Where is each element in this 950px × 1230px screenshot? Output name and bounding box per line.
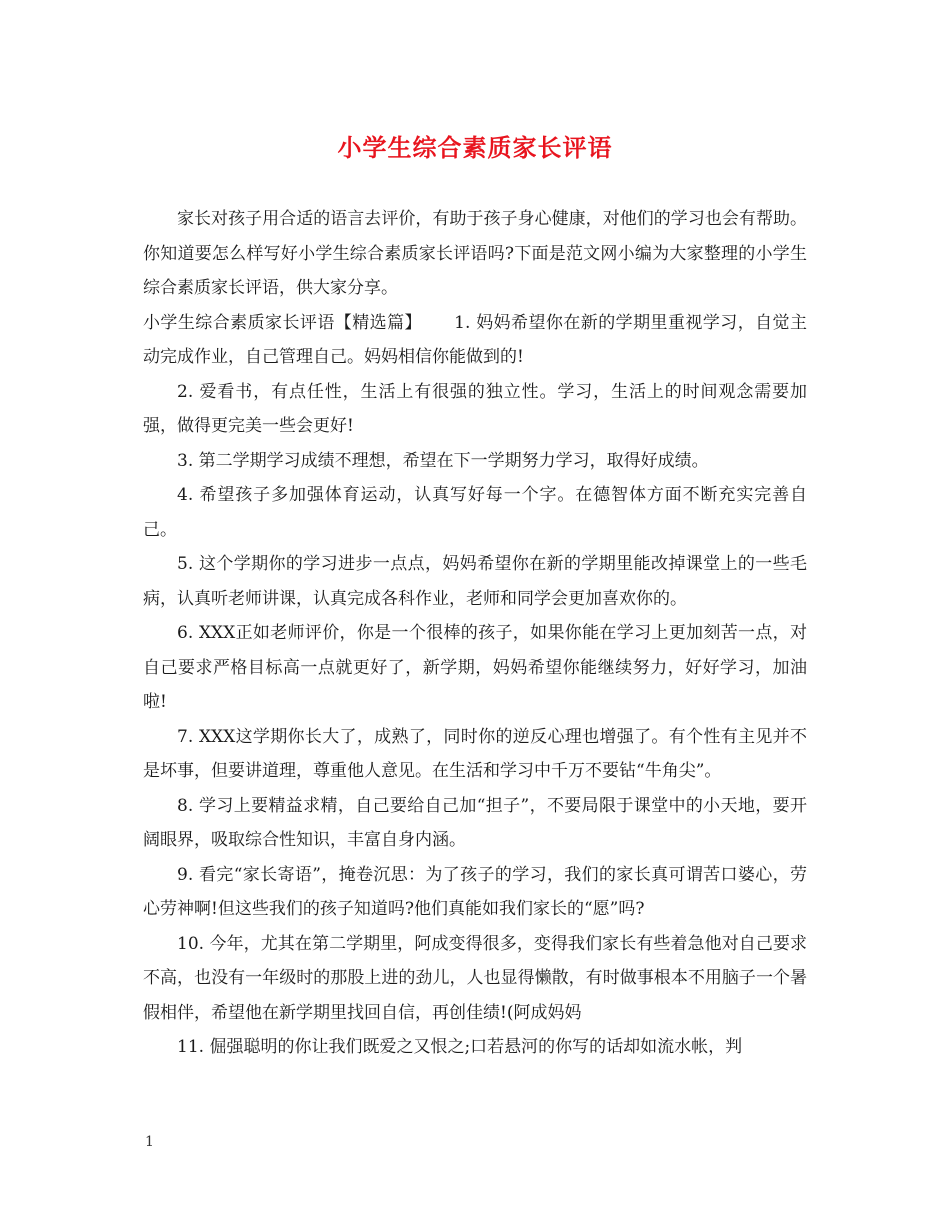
comment-item-3: 3. 第二学期学习成绩不理想，希望在下一学期努力学习，取得好成绩。	[177, 450, 709, 471]
page-number: 1	[145, 1134, 154, 1150]
comment-item-9: 9. 看完“家长寄语”，掩卷沉思：为了孩子的学习，我们的家长真可谓苦口婆心，劳心劳神啊!但这些我们的孩子知道吗?他们真能如我们家长的“愿”吗?	[143, 864, 807, 919]
comment-item-11: 11. 倔强聪明的你让我们既爱之又恨之;口若悬河的你写的话却如流水帐，判	[177, 1037, 743, 1057]
comment-item-2: 2. 爱看书，有点任性，生活上有很强的独立性。学习，生活上的时间观念需要加强，做得更完美一些会更好!	[143, 381, 807, 436]
comment-item-4: 4. 希望孩子多加强体育运动，认真写好每一个字。在德智体方面不断充实完善自己。	[143, 485, 807, 540]
comment-item-5: 5. 这个学期你的学习进步一点点，妈妈希望你在新的学期里能改掉课堂上的一些毛病，认真听老师讲课，认真完成各科作业，老师和同学会更加喜欢你的。	[143, 554, 807, 609]
document-title: 小学生综合素质家长评语	[337, 133, 613, 162]
intro-paragraph: 家长对孩子用合适的语言去评价，有助于孩子身心健康，对他们的学习也会有帮助。你知道要怎么样写好小学生综合素质家长评语吗?下面是范文网小编为大家整理的小学生综合素质家长评语，供大家分享。	[143, 209, 807, 298]
comment-item-6: 6. XXX正如老师评价，你是一个很棒的孩子，如果你能在学习上更加刻苦一点，对自己要求严格目标高一点就更好了，新学期，妈妈希望你能继续努力，好好学习，加油啦!	[143, 623, 807, 712]
comment-item-10: 10. 今年，尤其在第二学期里，阿成变得很多，变得我们家长有些着急他对自己要求不高，也没有一年级时的那股上进的劲儿，人也显得懒散，有时做事根本不用脑子一个暑假相伴，希望他在新学期里找回自信，再创佳绩!(阿成妈妈	[143, 933, 807, 1023]
section-heading-paragraph: 小学生综合素质家长评语【精选篇】 1. 妈妈希望你在新的学期里重视学习，自觉主动完成作业，自己管理自己。妈妈相信你能做到的!	[143, 312, 807, 367]
comment-item-7: 7. XXX这学期你长大了，成熟了，同时你的逆反心理也增强了。有个性有主见并不是坏事，但要讲道理，尊重他人意见。在生活和学习中千万不要钻“牛角尖”。	[143, 726, 807, 781]
comment-item-8: 8. 学习上要精益求精，自己要给自己加“担子”，不要局限于课堂中的小天地，要开阔眼界，吸取综合性知识，丰富自身内涵。	[143, 795, 807, 850]
document-body	[143, 202, 807, 1065]
